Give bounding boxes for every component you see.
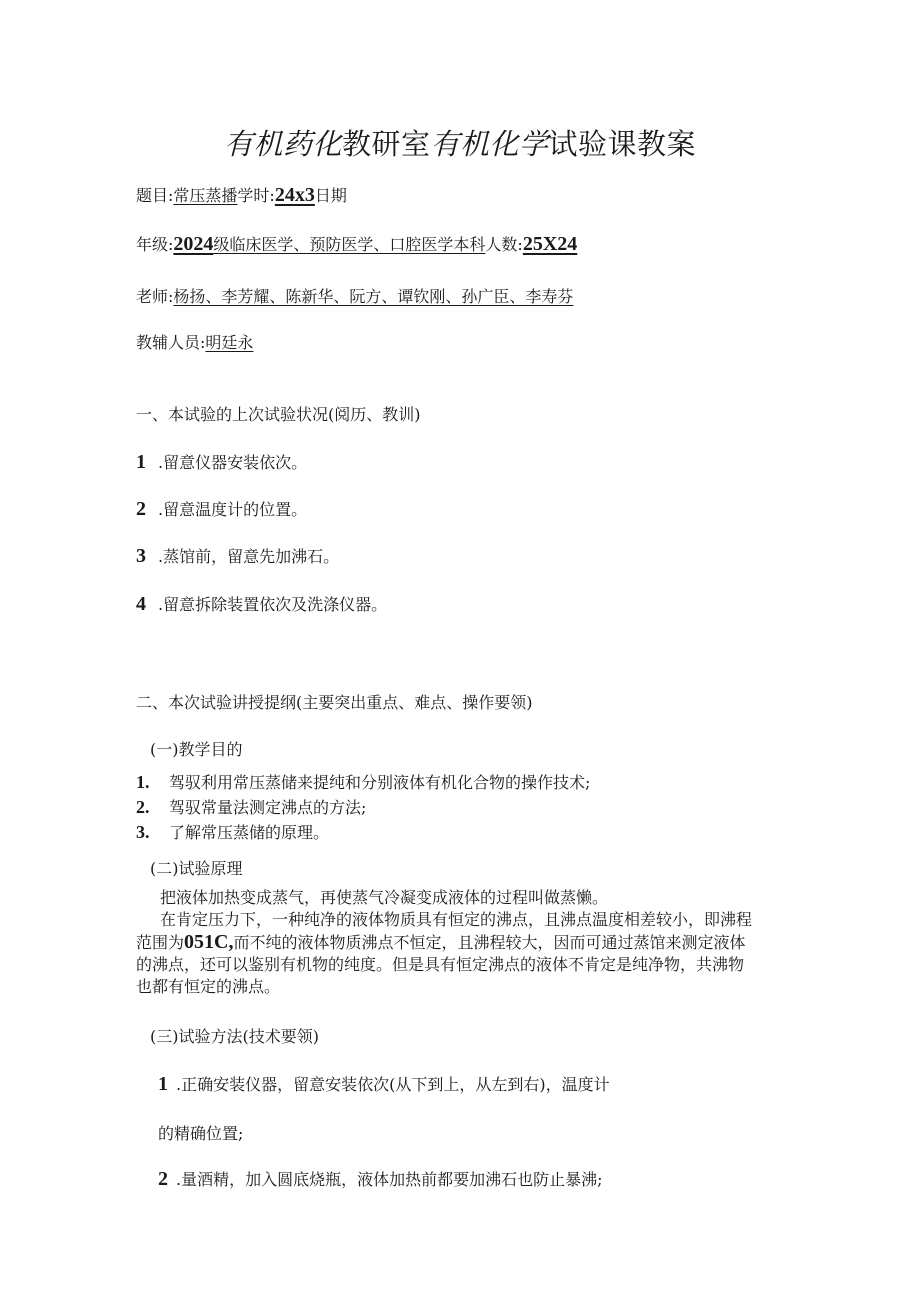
method-item: 2 .量酒精，加入圆底烧瓶，液体加热前都要加沸石也防止暴沸; <box>158 1168 603 1190</box>
assistant-label: 教辅人员: <box>136 333 206 352</box>
method-item: 1 .正确安装仪器，留意安装依次(从下到上，从左到右)，温度计 <box>158 1073 610 1095</box>
page-title <box>0 122 920 163</box>
topic-value: 常压蒸播 <box>173 186 238 205</box>
list-item: 3 .蒸馆前，留意先加沸石。 <box>136 545 340 567</box>
hours-value: 24x3 <box>274 184 315 206</box>
grade-year: 2024 <box>173 233 214 255</box>
list-item: 2 .留意温度计的位置。 <box>136 498 308 520</box>
list-item: 1 .留意仪器安装依次。 <box>136 451 308 473</box>
title-part-1: 有机药化 <box>223 127 342 161</box>
section2-heading: 二、本次试验讲授提纲(主要突出重点、难点、操作要领) <box>136 693 533 712</box>
teachers-value: 杨扬、李芳耀、陈新华、阮方、谭钦刚、孙广臣、李寿芬 <box>173 287 574 306</box>
teachers-label: 老师: <box>136 287 174 306</box>
list-item: 4 .留意拆除装置依次及洗涤仪器。 <box>136 593 388 615</box>
assistant-value: 明廷永 <box>205 333 254 352</box>
principle-heading: (二)试验原理 <box>150 859 243 878</box>
topic-line <box>136 183 347 207</box>
principle-line: 也都有恒定的沸点。 <box>136 977 281 996</box>
goal-item: 2. 驾驭常量法测定沸点的方法; <box>136 797 367 817</box>
principle-line: 的沸点，还可以鉴别有机物的纯度。但是具有恒定沸点的液体不肯定是纯净物，共沸物 <box>136 955 745 974</box>
date-label: 日期 <box>314 186 347 205</box>
title-part-3: 有机化学 <box>430 127 549 161</box>
grade-value: 级临床医学、预防医学、口腔医学本科 <box>213 235 486 254</box>
goal-item: 1. 驾驭利用常压蒸储来提纯和分别液体有机化合物的操作技术; <box>136 772 591 792</box>
goal-item: 3. 了解常压蒸储的原理。 <box>136 822 330 842</box>
method-item-continuation: 的精确位置; <box>158 1124 244 1143</box>
grade-label: 年级: <box>136 235 174 254</box>
principle-line: 范围为051C,而不纯的液体物质沸点不恒定，且沸程较大，因而可通过蒸馆来测定液体 <box>136 931 746 953</box>
teachers-line <box>136 284 573 307</box>
count-label: 人数: <box>485 235 523 254</box>
principle-text <box>136 887 786 998</box>
count-value: 25X24 <box>522 233 578 255</box>
hours-label: 学时: <box>237 186 275 205</box>
title-part-4: 试验课教案 <box>548 127 697 161</box>
title-part-2: 教研室 <box>341 127 431 161</box>
goal-heading: (一)教学目的 <box>150 740 243 759</box>
assistant-line <box>136 330 253 353</box>
principle-paragraph-2: 在肯定压力下，一种纯净的液体物质具有恒定的沸点，且沸点温度相差较小，即沸程 <box>160 910 753 929</box>
method-heading: (三)试验方法(技术要领) <box>150 1027 319 1046</box>
grade-line <box>136 232 577 256</box>
section1-heading: 一、本试验的上次试验状况(阅历、教训) <box>136 405 421 424</box>
topic-label: 题目: <box>136 186 174 205</box>
principle-paragraph-1: 把液体加热变成蒸气，再使蒸气冷凝变成液体的过程叫做蒸懒。 <box>160 888 609 907</box>
